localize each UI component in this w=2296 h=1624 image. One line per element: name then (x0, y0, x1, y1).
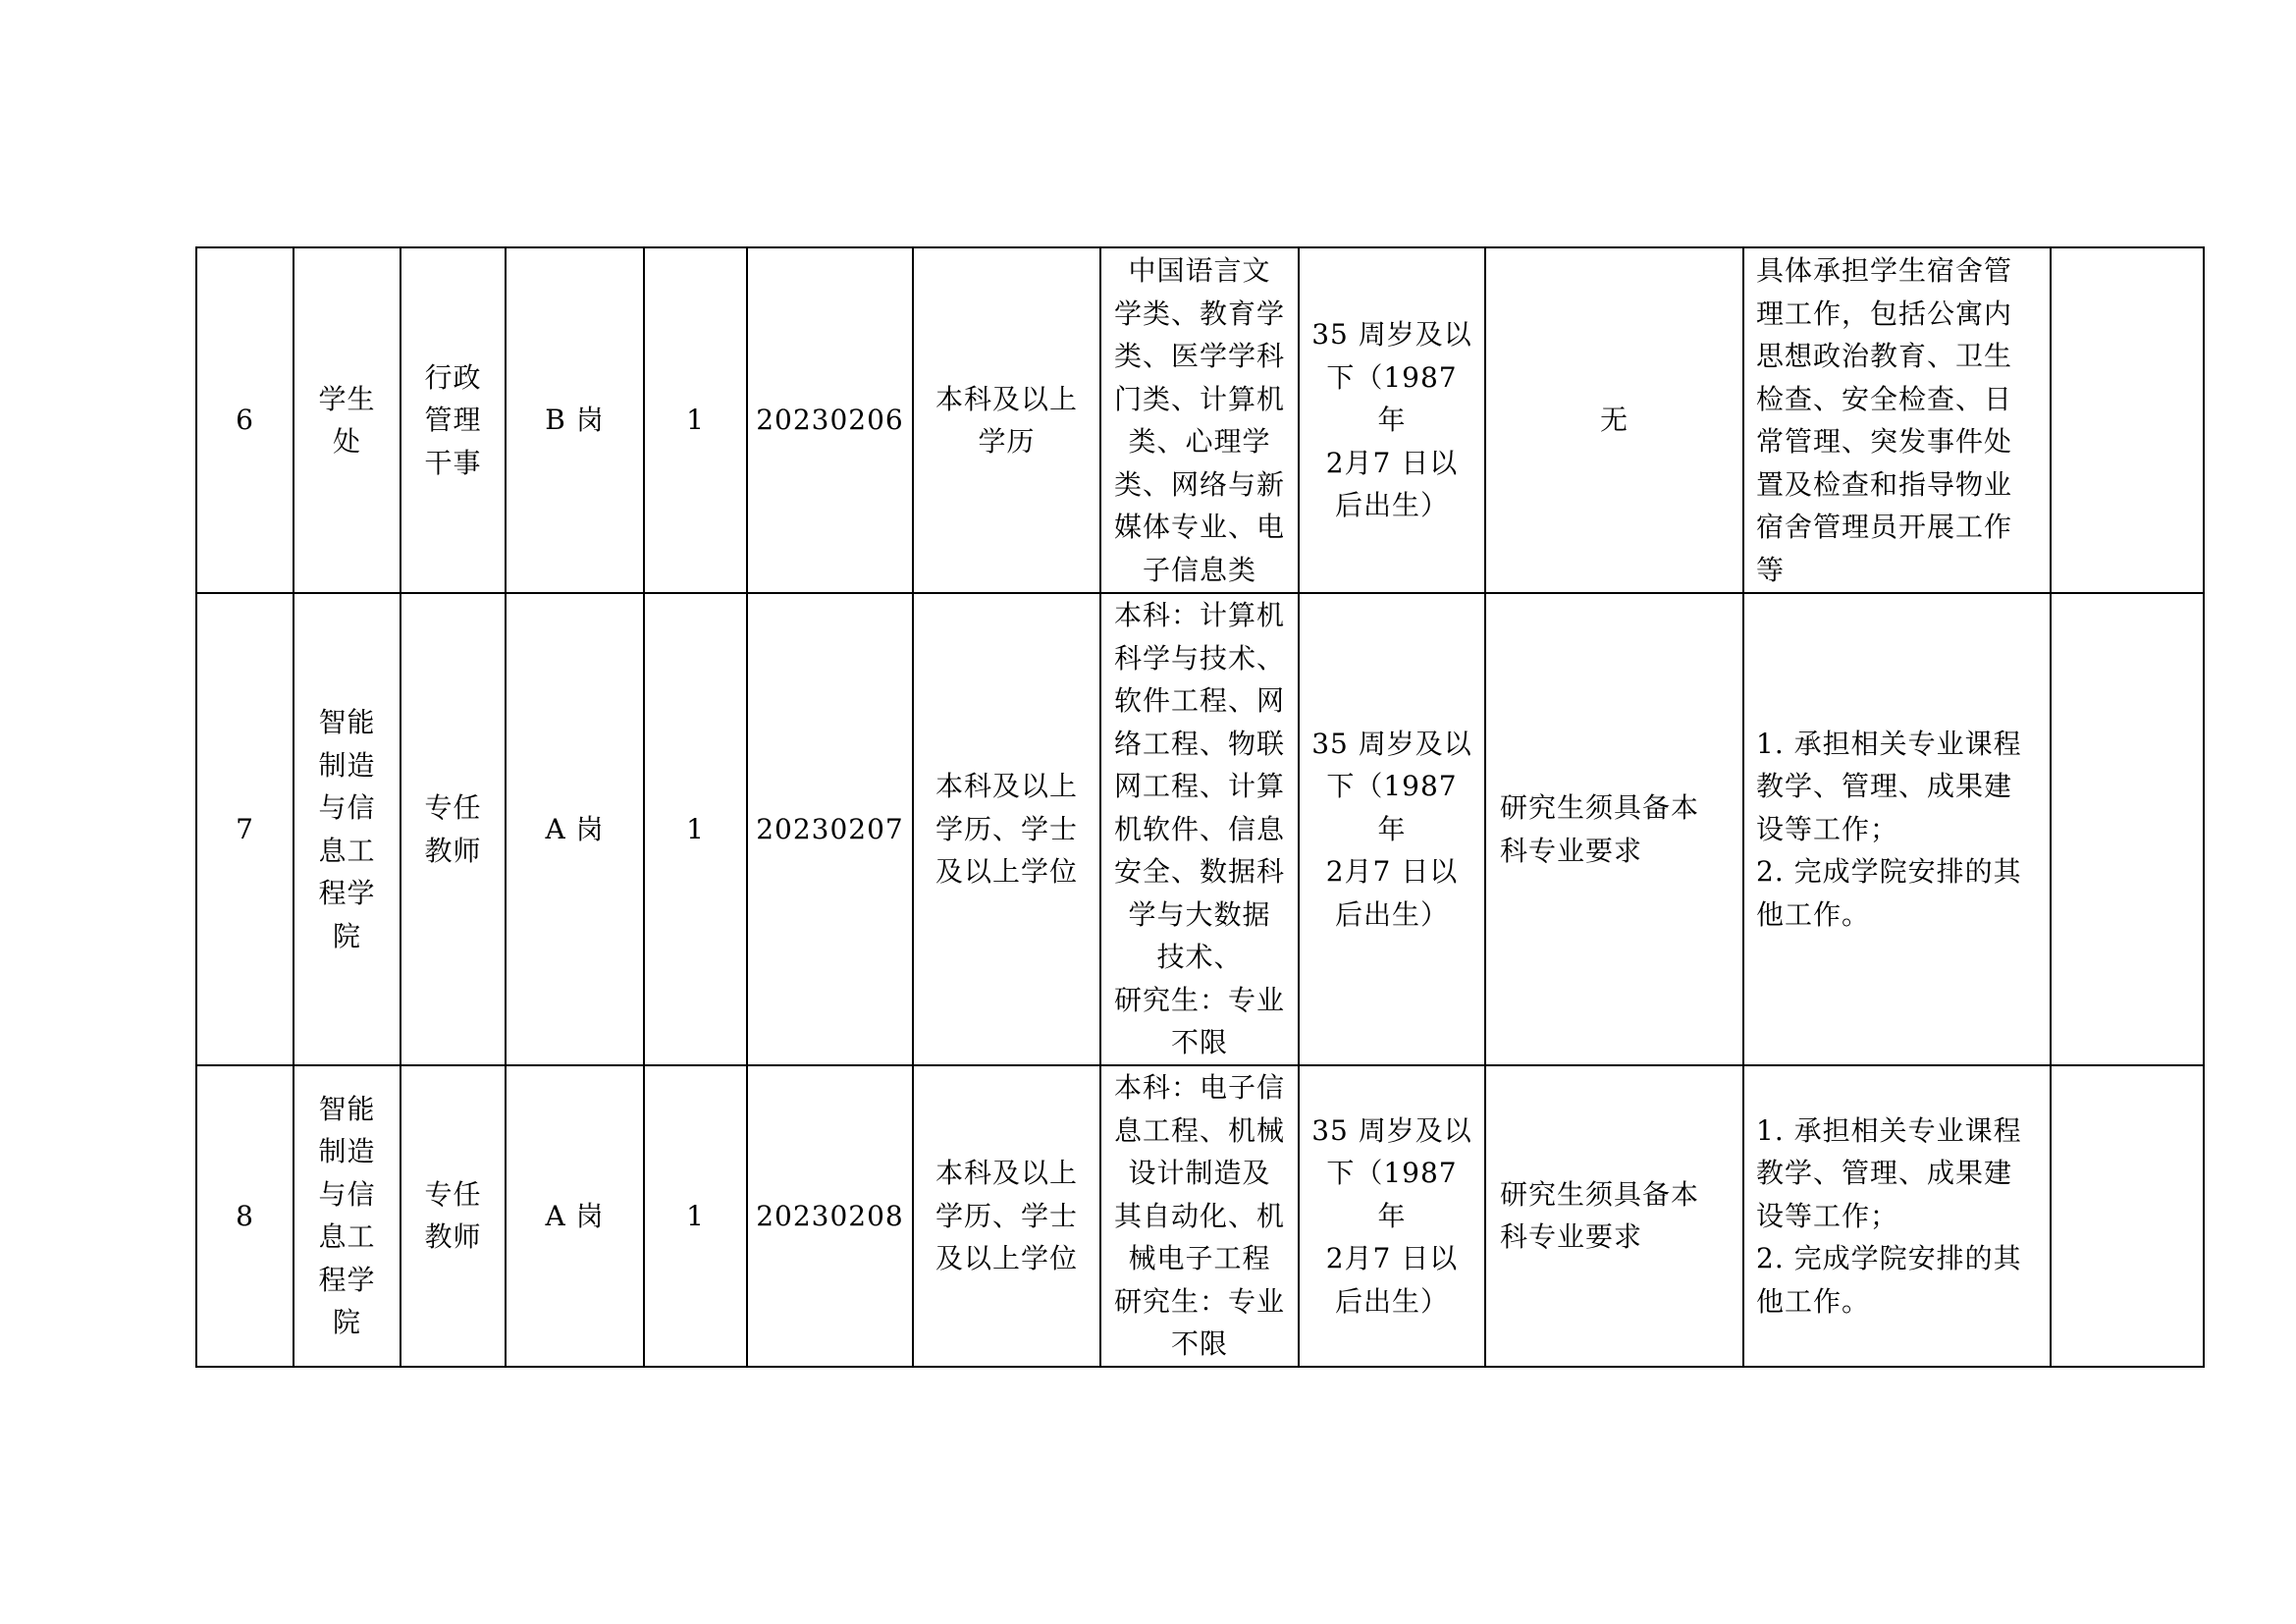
education-cell (913, 593, 1100, 1065)
position-cell (400, 593, 506, 1065)
department-cell (294, 593, 400, 1065)
age-cell (1299, 247, 1485, 593)
count-cell (644, 593, 747, 1065)
other-cell (1485, 593, 1743, 1065)
count-cell (644, 1065, 747, 1367)
other-requirement: 研究生须具备本 科专业要求 (1500, 791, 1700, 867)
major-cell (1100, 1065, 1299, 1367)
position-cell (400, 247, 506, 593)
position-name: 专任 教师 (424, 791, 482, 867)
position-code: 20230206 (756, 404, 904, 437)
department-cell (294, 1065, 400, 1367)
table-row (196, 1065, 2204, 1367)
position-grade: A 岗 (545, 1199, 605, 1232)
grade-cell (506, 247, 644, 593)
hire-count: 1 (686, 812, 705, 845)
other-cell (1485, 247, 1743, 593)
row-number-cell (196, 247, 294, 593)
age-requirement: 35 周岁及以 下（1987 年 2月7 日以 后出生） (1311, 727, 1472, 931)
department: 智能 制造 与信 息工 程学 院 (318, 706, 376, 952)
position-grade: B 岗 (545, 404, 605, 437)
row-number-cell (196, 1065, 294, 1367)
major-cell (1100, 247, 1299, 593)
age-cell (1299, 1065, 1485, 1367)
table-row (196, 247, 2204, 593)
age-cell (1299, 593, 1485, 1065)
department: 智能 制造 与信 息工 程学 院 (318, 1092, 376, 1339)
major-cell (1100, 593, 1299, 1065)
department-cell (294, 247, 400, 593)
row-number: 7 (236, 812, 254, 845)
education-requirement: 本科及以上 学历、学士 及以上学位 (934, 1157, 1078, 1274)
education-requirement: 本科及以上 学历、学士 及以上学位 (934, 770, 1078, 889)
other-requirement: 研究生须具备本 科专业要求 (1500, 1177, 1700, 1254)
row-number: 6 (236, 404, 254, 437)
code-cell (747, 593, 913, 1065)
other-requirement: 无 (1599, 404, 1629, 437)
position-code: 20230208 (756, 1199, 904, 1232)
remark-cell (2051, 1065, 2204, 1367)
education-cell (913, 247, 1100, 593)
major-requirement: 本科：电子信 息工程、机械 设计制造及 其自动化、机 械电子工程 研究生：专业 不限 (1113, 1071, 1285, 1360)
position-name: 专任 教师 (424, 1177, 482, 1254)
age-requirement: 35 周岁及以 下（1987 年 2月7 日以 后出生） (1311, 1113, 1472, 1318)
position-code: 20230207 (756, 812, 904, 845)
duties-cell (1743, 1065, 2051, 1367)
duties-cell (1743, 593, 2051, 1065)
code-cell (747, 247, 913, 593)
position-cell (400, 1065, 506, 1367)
row-number-cell (196, 593, 294, 1065)
code-cell (747, 1065, 913, 1367)
duties-cell (1743, 247, 2051, 593)
position-grade: A 岗 (545, 812, 605, 845)
department: 学生 处 (318, 382, 376, 458)
age-requirement: 35 周岁及以 下（1987 年 2月7 日以 后出生） (1311, 318, 1472, 522)
hire-count: 1 (686, 404, 705, 437)
recruitment-table (195, 246, 2205, 1368)
hire-count: 1 (686, 1199, 705, 1232)
row-number: 8 (236, 1199, 254, 1232)
grade-cell (506, 593, 644, 1065)
education-cell (913, 1065, 1100, 1367)
job-duties: 1. 承担相关专业课程 教学、管理、成果建 设等工作； 2. 完成学院安排的其 他工作。 (1756, 727, 2022, 931)
count-cell (644, 247, 747, 593)
major-requirement: 中国语言文 学类、教育学 类、医学学科 门类、计算机 类、心理学 类、网络与新 媒体专业、电 子信息类 (1113, 254, 1285, 586)
remark-cell (2051, 247, 2204, 593)
table-row (196, 593, 2204, 1065)
grade-cell (506, 1065, 644, 1367)
other-cell (1485, 1065, 1743, 1367)
position-name: 行政 管理 干事 (424, 360, 482, 479)
major-requirement: 本科：计算机 科学与技术、 软件工程、网 络工程、物联 网工程、计算 机软件、信息 安全、数据科 学与大数据 技术、 研究生：专业 不限 (1113, 599, 1285, 1059)
job-duties: 1. 承担相关专业课程 教学、管理、成果建 设等工作； 2. 完成学院安排的其 他工作。 (1756, 1113, 2022, 1318)
job-duties: 具体承担学生宿舍管理工作，包括公寓内思想政治教育、卫生检查、安全检查、日常管理、突发事件处置及检查和指导物业宿舍管理员开展工作等 (1756, 254, 2013, 586)
remark-cell (2051, 593, 2204, 1065)
education-requirement: 本科及以上 学历 (934, 382, 1078, 458)
